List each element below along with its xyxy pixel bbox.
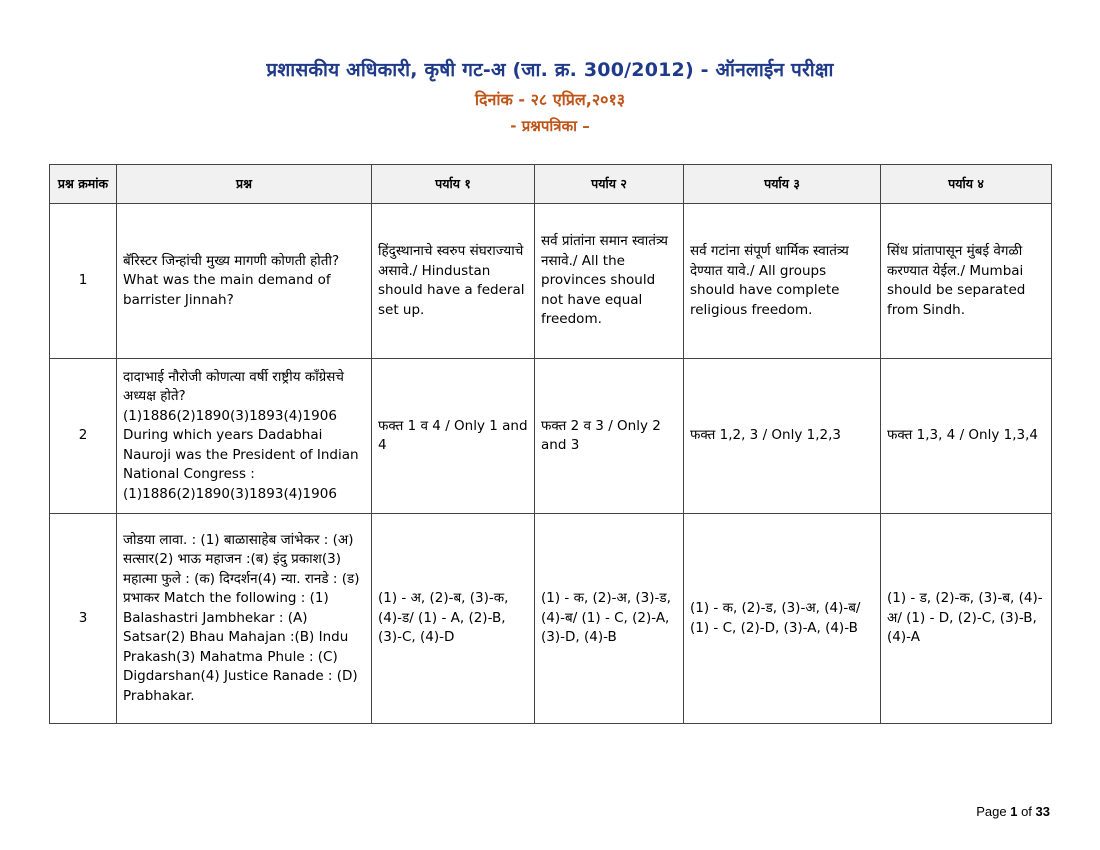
column-header-option-3: पर्याय ३ <box>684 165 881 204</box>
table-row <box>50 359 1052 514</box>
page-total: 33 <box>1035 804 1050 819</box>
exam-date: दिनांक - २८ एप्रिल,२०१३ <box>474 90 626 109</box>
option-1: हिंदुस्थानाचे स्वरुप संघराज्याचे असावे./ Hindustan should have a federal set up. <box>372 204 535 359</box>
column-header-option-2: पर्याय २ <box>535 165 684 204</box>
option-2: (1) - क, (2)-अ, (3)-ड, (4)-ब/ (1) - C, (2)-A, (3)-D, (4)-B <box>535 514 684 724</box>
question-number: 1 <box>50 204 117 359</box>
question-number: 2 <box>50 359 117 514</box>
column-header-number: प्रश्न क्रमांक <box>50 165 117 204</box>
option-3: सर्व गटांना संपूर्ण धार्मिक स्वातंत्र्य देण्यात यावे./ All groups should have complete religious freedom. <box>684 204 881 359</box>
option-4: सिंध प्रांतापासून मुंबई वेगळी करण्यात येईल./ Mumbai should be separated from Sindh. <box>881 204 1052 359</box>
page-label: Page <box>976 804 1007 819</box>
option-2: सर्व प्रांतांना समान स्वातंत्र्य नसावे./ All the provinces should not have equal freedom. <box>535 204 684 359</box>
question-text: दादाभाई नौरोजी कोणत्या वर्षी राष्ट्रीय कॉंग्रेसचे अध्यक्ष होते? (1)1886(2)1890(3)1893(4)1906 During which years Dadabhai Nauroji was the President of Indian National Congress : (1)1886(2)1890(3)1893(4)1906 <box>117 359 372 514</box>
column-header-option-1: पर्याय १ <box>372 165 535 204</box>
option-3: फक्त 1,2, 3 / Only 1,2,3 <box>684 359 881 514</box>
table-header-row <box>50 165 1052 204</box>
page-title: प्रशासकीय अधिकारी, कृषी गट-अ (जा. क्र. 300/2012) - ऑनलाईन परीक्षा <box>266 59 834 81</box>
table-row <box>50 204 1052 359</box>
option-2: फक्त 2 व 3 / Only 2 and 3 <box>535 359 684 514</box>
question-text: बॅरिस्टर जिन्हांची मुख्य मागणी कोणती होती? What was the main demand of barrister Jinnah? <box>117 204 372 359</box>
option-4: फक्त 1,3, 4 / Only 1,3,4 <box>881 359 1052 514</box>
question-table <box>49 164 1052 724</box>
page-current: 1 <box>1010 804 1018 819</box>
column-header-option-4: पर्याय ४ <box>881 165 1052 204</box>
question-number: 3 <box>50 514 117 724</box>
page-number-footer <box>976 804 1050 819</box>
document-subtitle: - प्रश्नपत्रिका – <box>510 117 590 135</box>
option-1: फक्त 1 व 4 / Only 1 and 4 <box>372 359 535 514</box>
option-1: (1) - अ, (2)-ब, (3)-क, (4)-ड/ (1) - A, (2)-B, (3)-C, (4)-D <box>372 514 535 724</box>
option-4: (1) - ड, (2)-क, (3)-ब, (4)-अ/ (1) - D, (2)-C, (3)-B, (4)-A <box>881 514 1052 724</box>
column-header-question: प्रश्न <box>117 165 372 204</box>
table-row <box>50 514 1052 724</box>
option-3: (1) - क, (2)-ड, (3)-अ, (4)-ब/ (1) - C, (2)-D, (3)-A, (4)-B <box>684 514 881 724</box>
question-text: जोडया लावा. : (1) बाळासाहेब जांभेकर : (अ) सत्सार(2) भाऊ महाजन :(ब) इंदु प्रकाश(3) महात्मा फुले : (क) दिग्दर्शन(4) न्या. रानडे : (ड) प्रभाकर Match the following : (1) Balashastri Jambhekar : (A) Satsar(2) Bhau Mahajan :(B) Indu Prakash(3) Mahatma Phule : (C) Digdarshan(4) Justice Ranade : (D) Prabhakar. <box>117 514 372 724</box>
page-of: of <box>1021 804 1032 819</box>
